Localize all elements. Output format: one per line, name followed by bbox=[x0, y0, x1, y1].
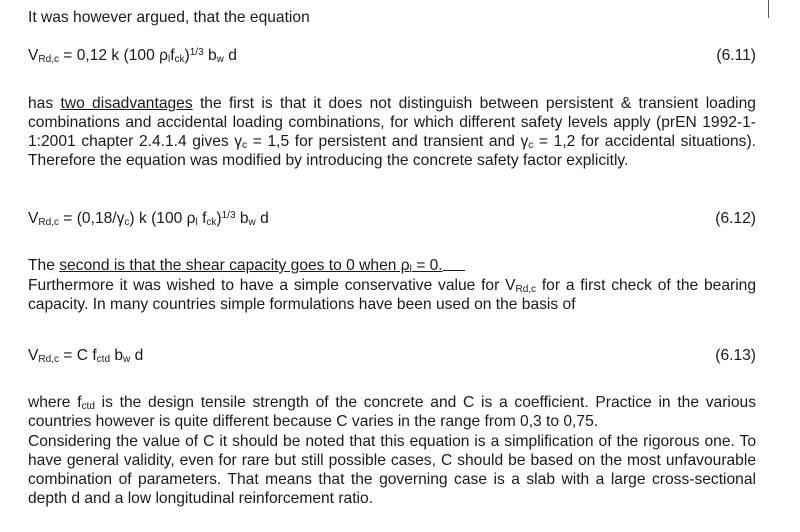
equation-number: (6.13) bbox=[715, 347, 756, 364]
equation-body: $V_{Rd,c} = 0,12$ k (100 $\rho_lf_{ck})^{1/3}$ $b_w$ d bbox=[28, 47, 237, 65]
paragraph-disadvantages: has two disadvantages the first is that it does not distinguish between persistent & transient loading combinations and accidental loading combinations, for which different safety levels apply (prEN 1992-1-1:2001 chapter 2.4.1.4 gives $\gamma_c = 1,5$ for persistent and transient and $\gamma_c = 1,2$ for accidental situations). Therefore the equation was modified by introducing the concrete safety factor explicitly. bbox=[28, 95, 757, 169]
page-margin-rule bbox=[768, 0, 769, 18]
equation-body: $V_{Rd,c} = C$ $f_{ctd}$ $b_w$ d bbox=[28, 347, 144, 365]
underline-tail bbox=[443, 256, 465, 271]
equation-6-11 bbox=[28, 46, 756, 66]
paragraph-conservative-value: Furthermore it was wished to have a simple conservative value for $V_{Rd,c}$ for a first check of the bearing capacity. In many countries simple formulations have been used on the basis of bbox=[28, 277, 757, 313]
equation-body: $V_{Rd,c} = (0,18/\gamma_c)$ k (100 $\rho_l$ $f_{ck})^{1/3}$ $b_w$ d bbox=[28, 210, 269, 228]
equation-6-13 bbox=[28, 346, 756, 366]
paragraph-considering-c: Considering the value of C it should be noted that this equation is a simplification of the rigorous one. To have general validity, even for rare but still possible cases, C should be based on the most unfavourable combination of parameters. That means that the governing case is a slab with a large cross-sectional depth d and a low longitudinal reinforcement ratio. bbox=[28, 433, 756, 507]
intro-line: It was however argued, that the equation bbox=[28, 9, 310, 26]
equation-number: (6.12) bbox=[715, 210, 756, 227]
paragraph-design-tensile-strength: where $f_{ctd}$ is the design tensile strength of the concrete and C is a coefficient. Practice in the various countries however is quite different because C varies in the range from 0,3 to 0,75. bbox=[28, 394, 757, 430]
equation-number: (6.11) bbox=[716, 47, 756, 64]
second-disadvantage-line: The second is that the shear capacity goes to 0 when $\rho_l = 0$. bbox=[28, 256, 465, 275]
equation-6-12 bbox=[28, 209, 756, 229]
